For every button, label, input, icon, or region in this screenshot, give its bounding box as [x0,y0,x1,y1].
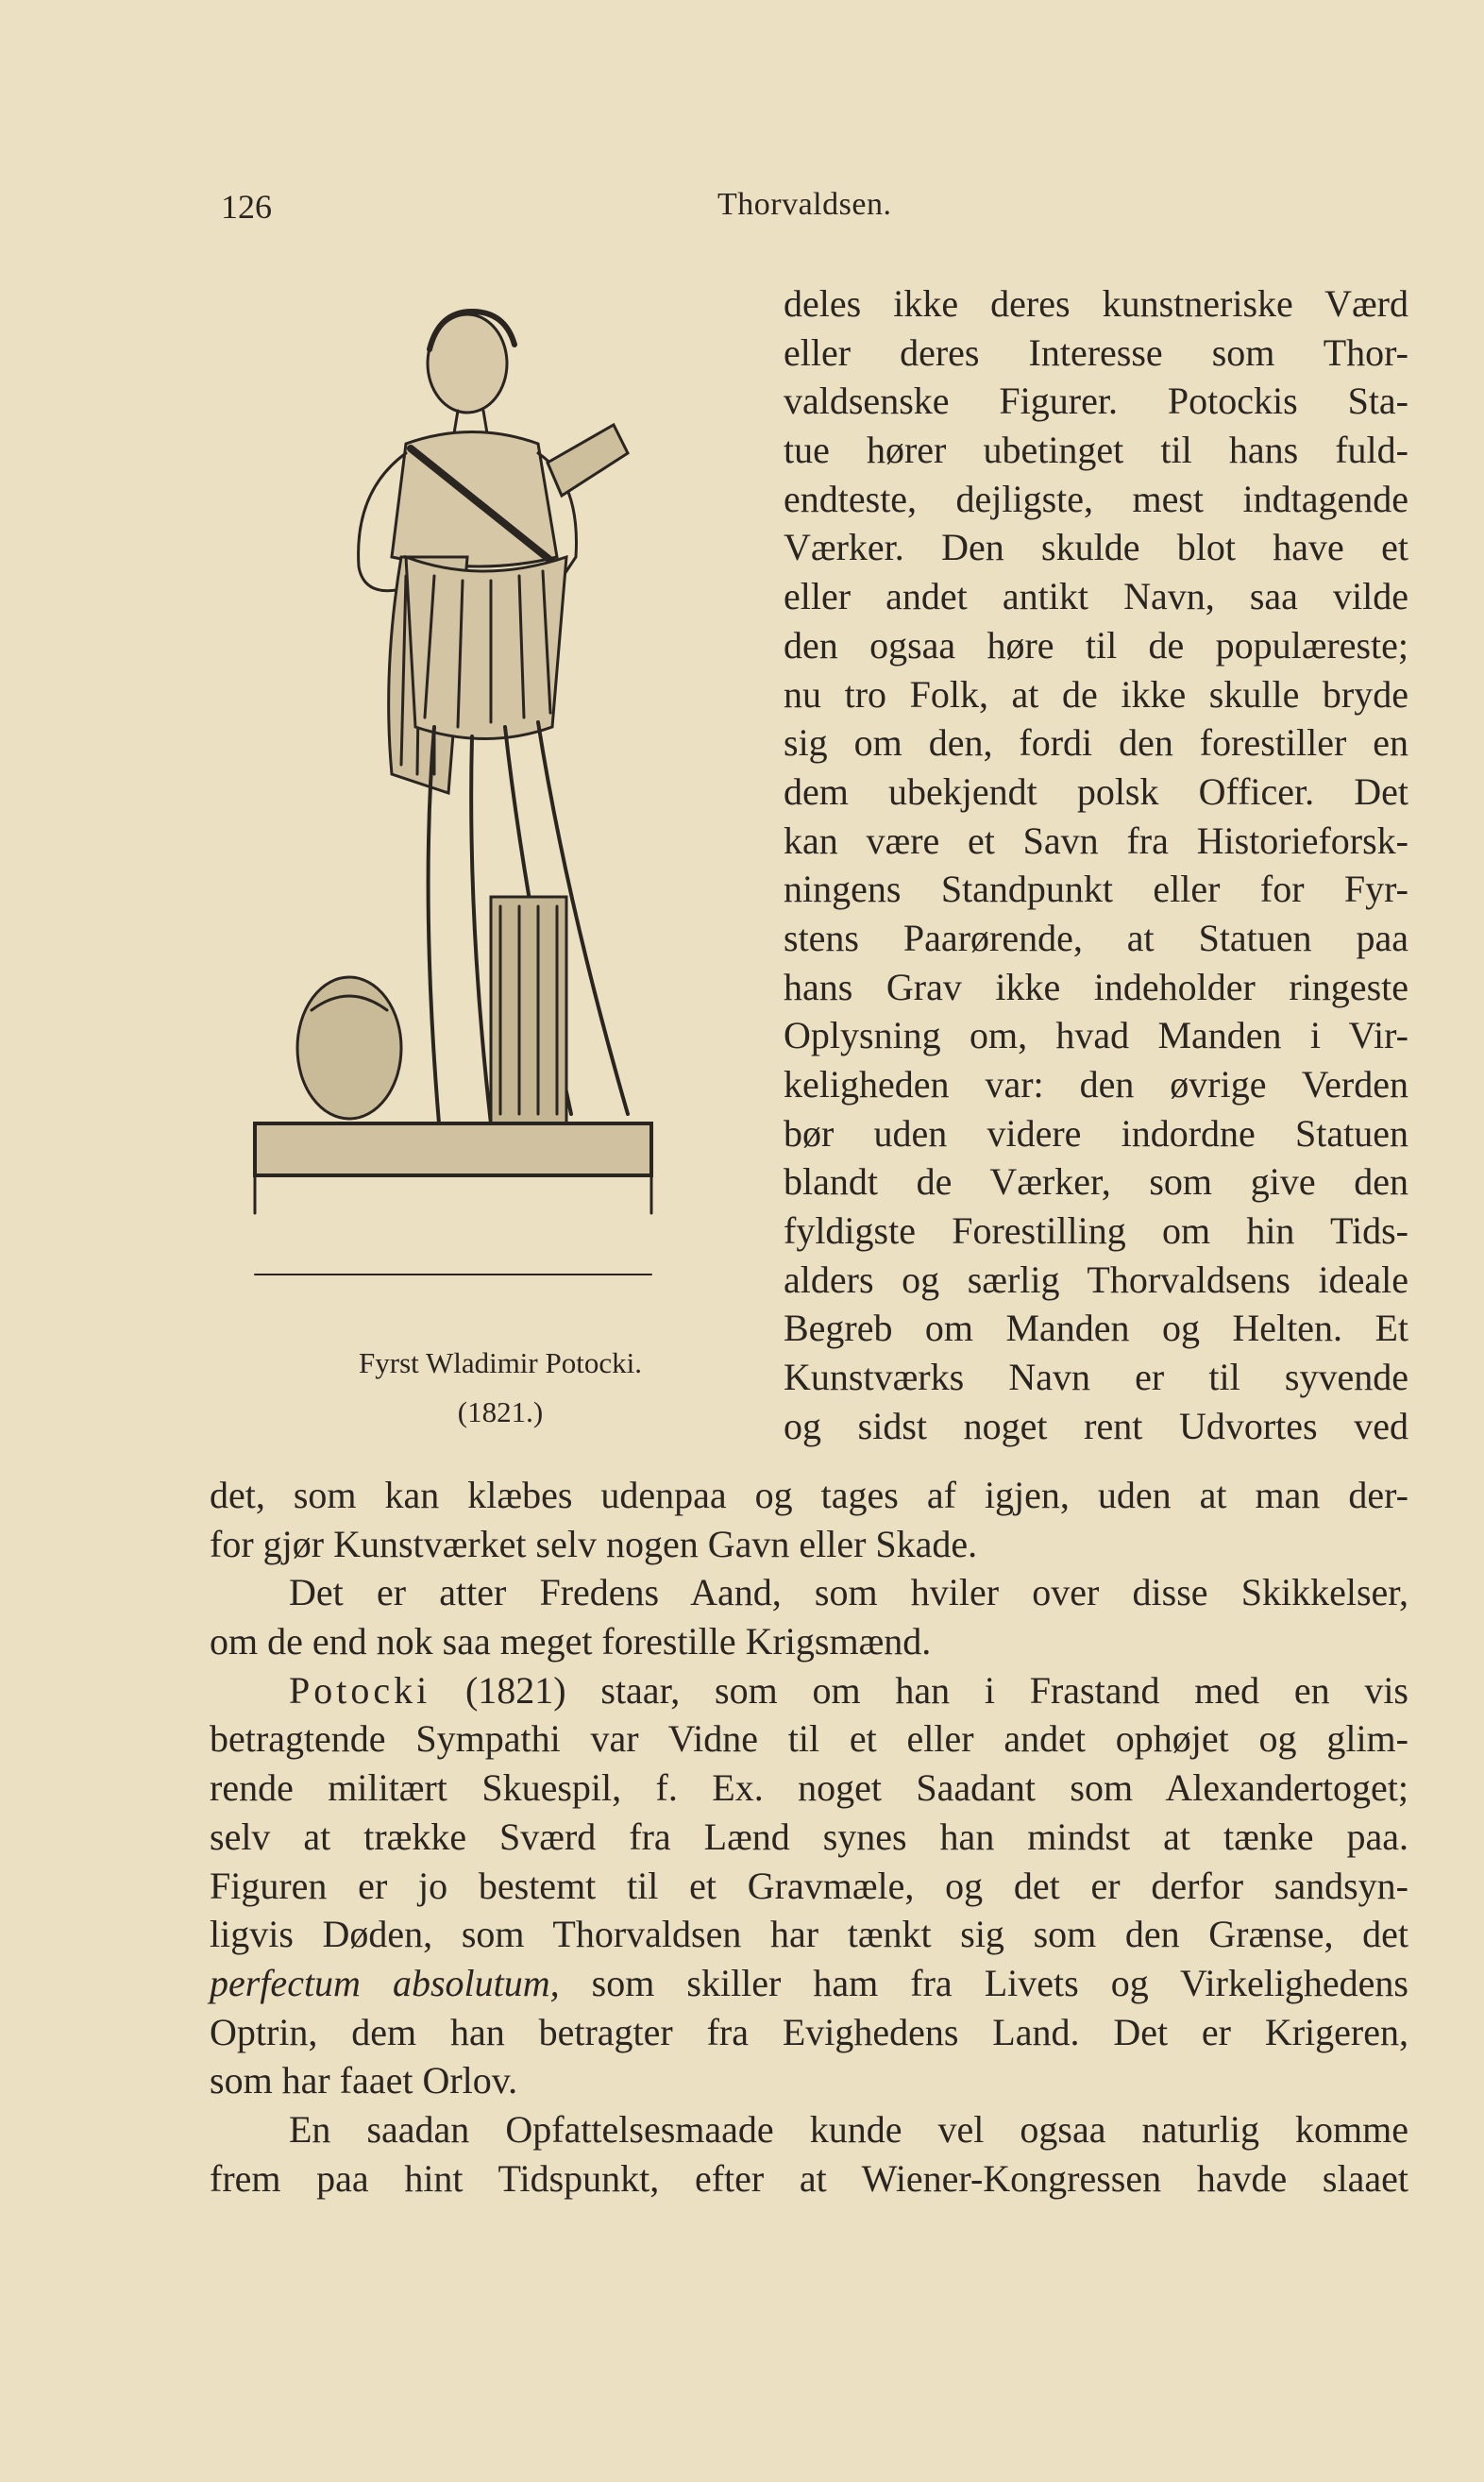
text-line: tue hører ubetinget til hans fuld- [784,429,1408,472]
text-line: Det er atter Fredens Aand, som hviler over disse Skikkelser, [289,1571,1408,1614]
text-line: valdsenske Figurer. Potockis Sta- [784,380,1408,423]
text-line: En saadan Opfattelsesmaade kunde vel ogsaa naturlig komme [289,2107,1408,2151]
text-line: ligvis Døden, som Thorvaldsen har tænkt sig som den Grænse, det [210,1913,1408,1956]
text-line: selv at trække Sværd fra Lænd synes han mindst at tænke paa. [210,1815,1408,1858]
text-line: Værker. Den skulde blot have et [784,526,1408,569]
text-column-beside-figure [784,279,1408,1451]
text-column-full-width [210,1471,1408,2203]
text-line: bør uden videre indordne Statuen [784,1111,1408,1155]
running-head [0,187,1484,225]
text-line: det, som kan klæbes udenpaa og tages af igjen, uden at man der- [210,1474,1408,1516]
text-line: hans Grav ikke indeholder ringeste [784,965,1408,1008]
page-number: 126 [221,188,272,226]
text-span: som skiller ham fra Livets og Virkelighedens [559,1961,1408,2004]
text-line [210,1959,1408,2008]
text-line: nu tro Folk, at de ikke skulle bryde [784,672,1408,716]
caption-title: Fyrst Wladimir Potocki. [359,1346,642,1379]
text-line: stens Paarørende, at Statuen paa [784,916,1408,959]
text-line: sig om den, fordi den forestiller en [784,721,1408,765]
text-line: alders og særlig Thorvaldsens ideale [784,1258,1408,1301]
text-line: for gjør Kunstværket selv nogen Gavn eller Skade. [210,1522,978,1565]
name-spaced: Potocki [289,1668,431,1712]
text-line: og sidst noget rent Udvortes ved [784,1404,1408,1447]
text-line: Begreb om Manden og Helten. Et [784,1307,1408,1350]
caption-year: (1821.) [457,1395,544,1428]
text-line: rende militært Skuespil, f. Ex. noget Saadant som Alexandertoget; [210,1766,1408,1810]
statue-engraving-icon [236,293,708,1331]
text-line: den ogsaa høre til de populæreste; [784,623,1408,667]
text-line: eller deres Interesse som Thor- [784,330,1408,374]
running-title: Thorvaldsen. [717,187,892,222]
text-line: betragtende Sympathi var Vidne til et eller andet ophøjet og glim- [210,1717,1408,1761]
text-line: blandt de Værker, som give den [784,1160,1408,1204]
text-line: keligheden var: den øvrige Verden [784,1063,1408,1106]
text-line: endteste, dejligste, mest indtagende [784,477,1408,520]
text-line: Kunstværks Navn er til syvende [784,1356,1408,1399]
text-line: deles ikke deres kunstneriske Værd [784,282,1408,325]
text-line [210,1666,1408,1715]
statue-illustration [236,293,708,1407]
text-line: fyldigste Forestilling om hin Tids- [784,1209,1408,1253]
text-line: ningens Standpunkt eller for Fyr- [784,868,1408,911]
text-line: Optrin, dem han betragter fra Evighedens Land. Det er Krigeren, [210,2010,1408,2053]
text-line: Figuren er jo bestemt til et Gravmæle, og det er derfor sandsyn- [210,1864,1408,1907]
text-line: dem ubekjendt polsk Officer. Det [784,769,1408,813]
text-line: eller andet antikt Navn, saa vilde [784,575,1408,618]
text-span: (1821) staar, som om han i Frastand med en vis [430,1668,1408,1712]
text-line: om de end nok saa meget forestille Krigsmænd. [210,1620,932,1663]
text-line: Oplysning om, hvad Manden i Vir- [784,1014,1408,1057]
text-line: som har faaet Orlov. [210,2059,518,2102]
figure-caption [283,1339,717,1437]
latin-phrase: perfectum absolutum, [210,1961,560,2004]
text-line: kan være et Savn fra Historieforsk- [784,819,1408,862]
text-line: frem paa hint Tidspunkt, efter at Wiener-Kongressen havde slaaet [210,2156,1408,2200]
